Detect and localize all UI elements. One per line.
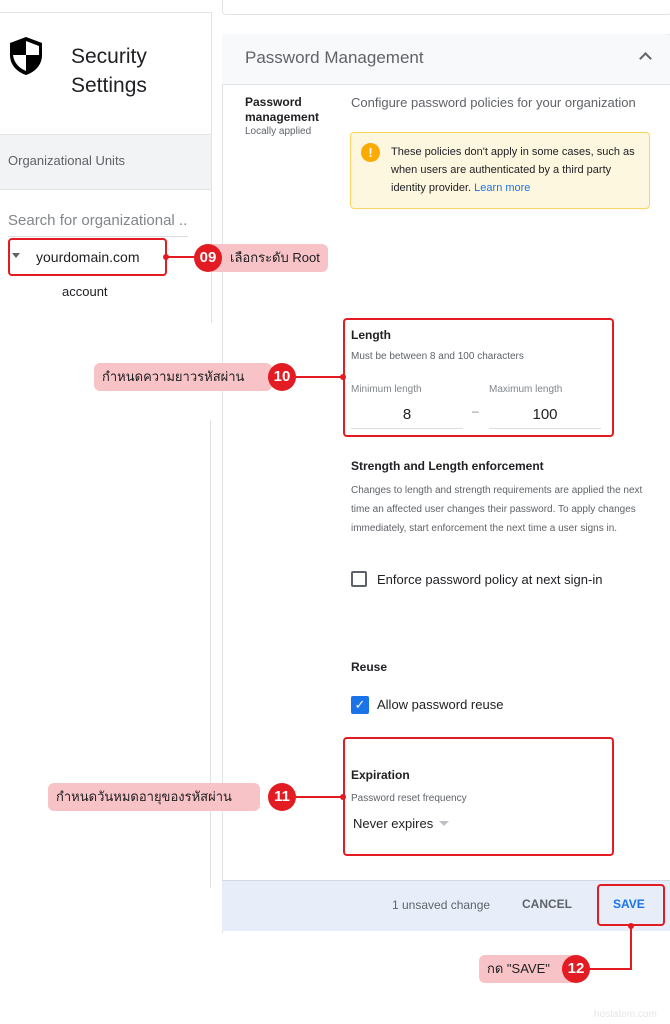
watermark: hostatom.com xyxy=(594,1009,657,1020)
callout-dot xyxy=(340,374,346,380)
min-length-label: Minimum length xyxy=(351,384,422,395)
setting-description: Configure password policies for your organization xyxy=(351,95,636,110)
step-badge-10: 10 xyxy=(268,363,296,391)
setting-label: Password management xyxy=(245,95,320,124)
callout-line xyxy=(296,796,344,798)
unsaved-status: 1 unsaved change xyxy=(392,898,491,912)
org-unit-search-input[interactable] xyxy=(8,210,188,237)
cancel-button[interactable]: CANCEL xyxy=(522,897,572,911)
max-length-field[interactable]: 100 xyxy=(489,402,601,429)
strength-description: Changes to length and strength requirements are applied the next time an affected user changes their password. To apply changes immediately, start enforcement the next time a user signs in. xyxy=(351,485,643,534)
shield-icon xyxy=(8,36,44,76)
allow-reuse-checkbox[interactable]: ✓ xyxy=(351,696,369,714)
callout-line xyxy=(296,376,344,378)
learn-more-link[interactable]: Learn more xyxy=(474,182,531,194)
callout-line xyxy=(588,968,632,970)
callout-dot xyxy=(340,794,346,800)
warning-text: These policies don't apply in some cases, such as when users are authenticated by a third party identity provider. Learn more xyxy=(391,146,635,194)
reuse-title: Reuse xyxy=(351,660,388,674)
max-length-label: Maximum length xyxy=(489,384,563,395)
highlight-root-domain xyxy=(8,238,167,276)
step-badge-09: 09 xyxy=(194,244,222,272)
tree-item-root-domain[interactable]: yourdomain.com xyxy=(36,249,140,265)
callout-label-step-10: กำหนดความยาวรหัสผ่าน xyxy=(94,363,272,391)
callout-line xyxy=(166,256,196,258)
step-badge-12: 12 xyxy=(562,955,590,983)
save-button[interactable]: SAVE xyxy=(613,897,645,911)
length-subtitle: Must be between 8 and 100 characters xyxy=(351,351,524,362)
expiration-subtitle: Password reset frequency xyxy=(351,793,467,804)
highlight-expiration xyxy=(343,737,614,856)
length-title: Length xyxy=(351,328,391,342)
callout-label-step-12: กด "SAVE" xyxy=(479,955,578,983)
step-badge-11: 11 xyxy=(268,783,296,811)
sidebar-divider xyxy=(210,420,211,888)
callout-label-step-11: กำหนดวันหมดอายุของรหัสผ่าน xyxy=(48,783,260,811)
range-separator: – xyxy=(472,404,479,418)
min-length-field[interactable]: 8 xyxy=(351,402,463,429)
callout-label-step-09: เลือกระดับ Root xyxy=(208,244,328,272)
page-title: Security Settings xyxy=(71,45,147,97)
expiration-title: Expiration xyxy=(351,768,410,782)
tree-item-account[interactable]: account xyxy=(62,284,108,299)
reset-frequency-select[interactable]: Never expires xyxy=(353,816,434,831)
allow-reuse-label[interactable]: Allow password reuse xyxy=(377,697,504,712)
card-title: Password Management xyxy=(245,48,424,67)
org-units-label: Organizational Units xyxy=(8,153,126,168)
callout-line xyxy=(630,926,632,970)
setting-sublabel: Locally applied xyxy=(245,126,312,137)
enforce-policy-checkbox[interactable] xyxy=(351,571,367,587)
strength-title: Strength and Length enforcement xyxy=(351,459,544,473)
warning-icon: ! xyxy=(361,143,380,162)
highlight-save-button xyxy=(597,884,665,926)
enforce-policy-label[interactable]: Enforce password policy at next sign-in xyxy=(377,572,603,587)
highlight-length xyxy=(343,318,614,437)
previous-card xyxy=(222,0,670,15)
